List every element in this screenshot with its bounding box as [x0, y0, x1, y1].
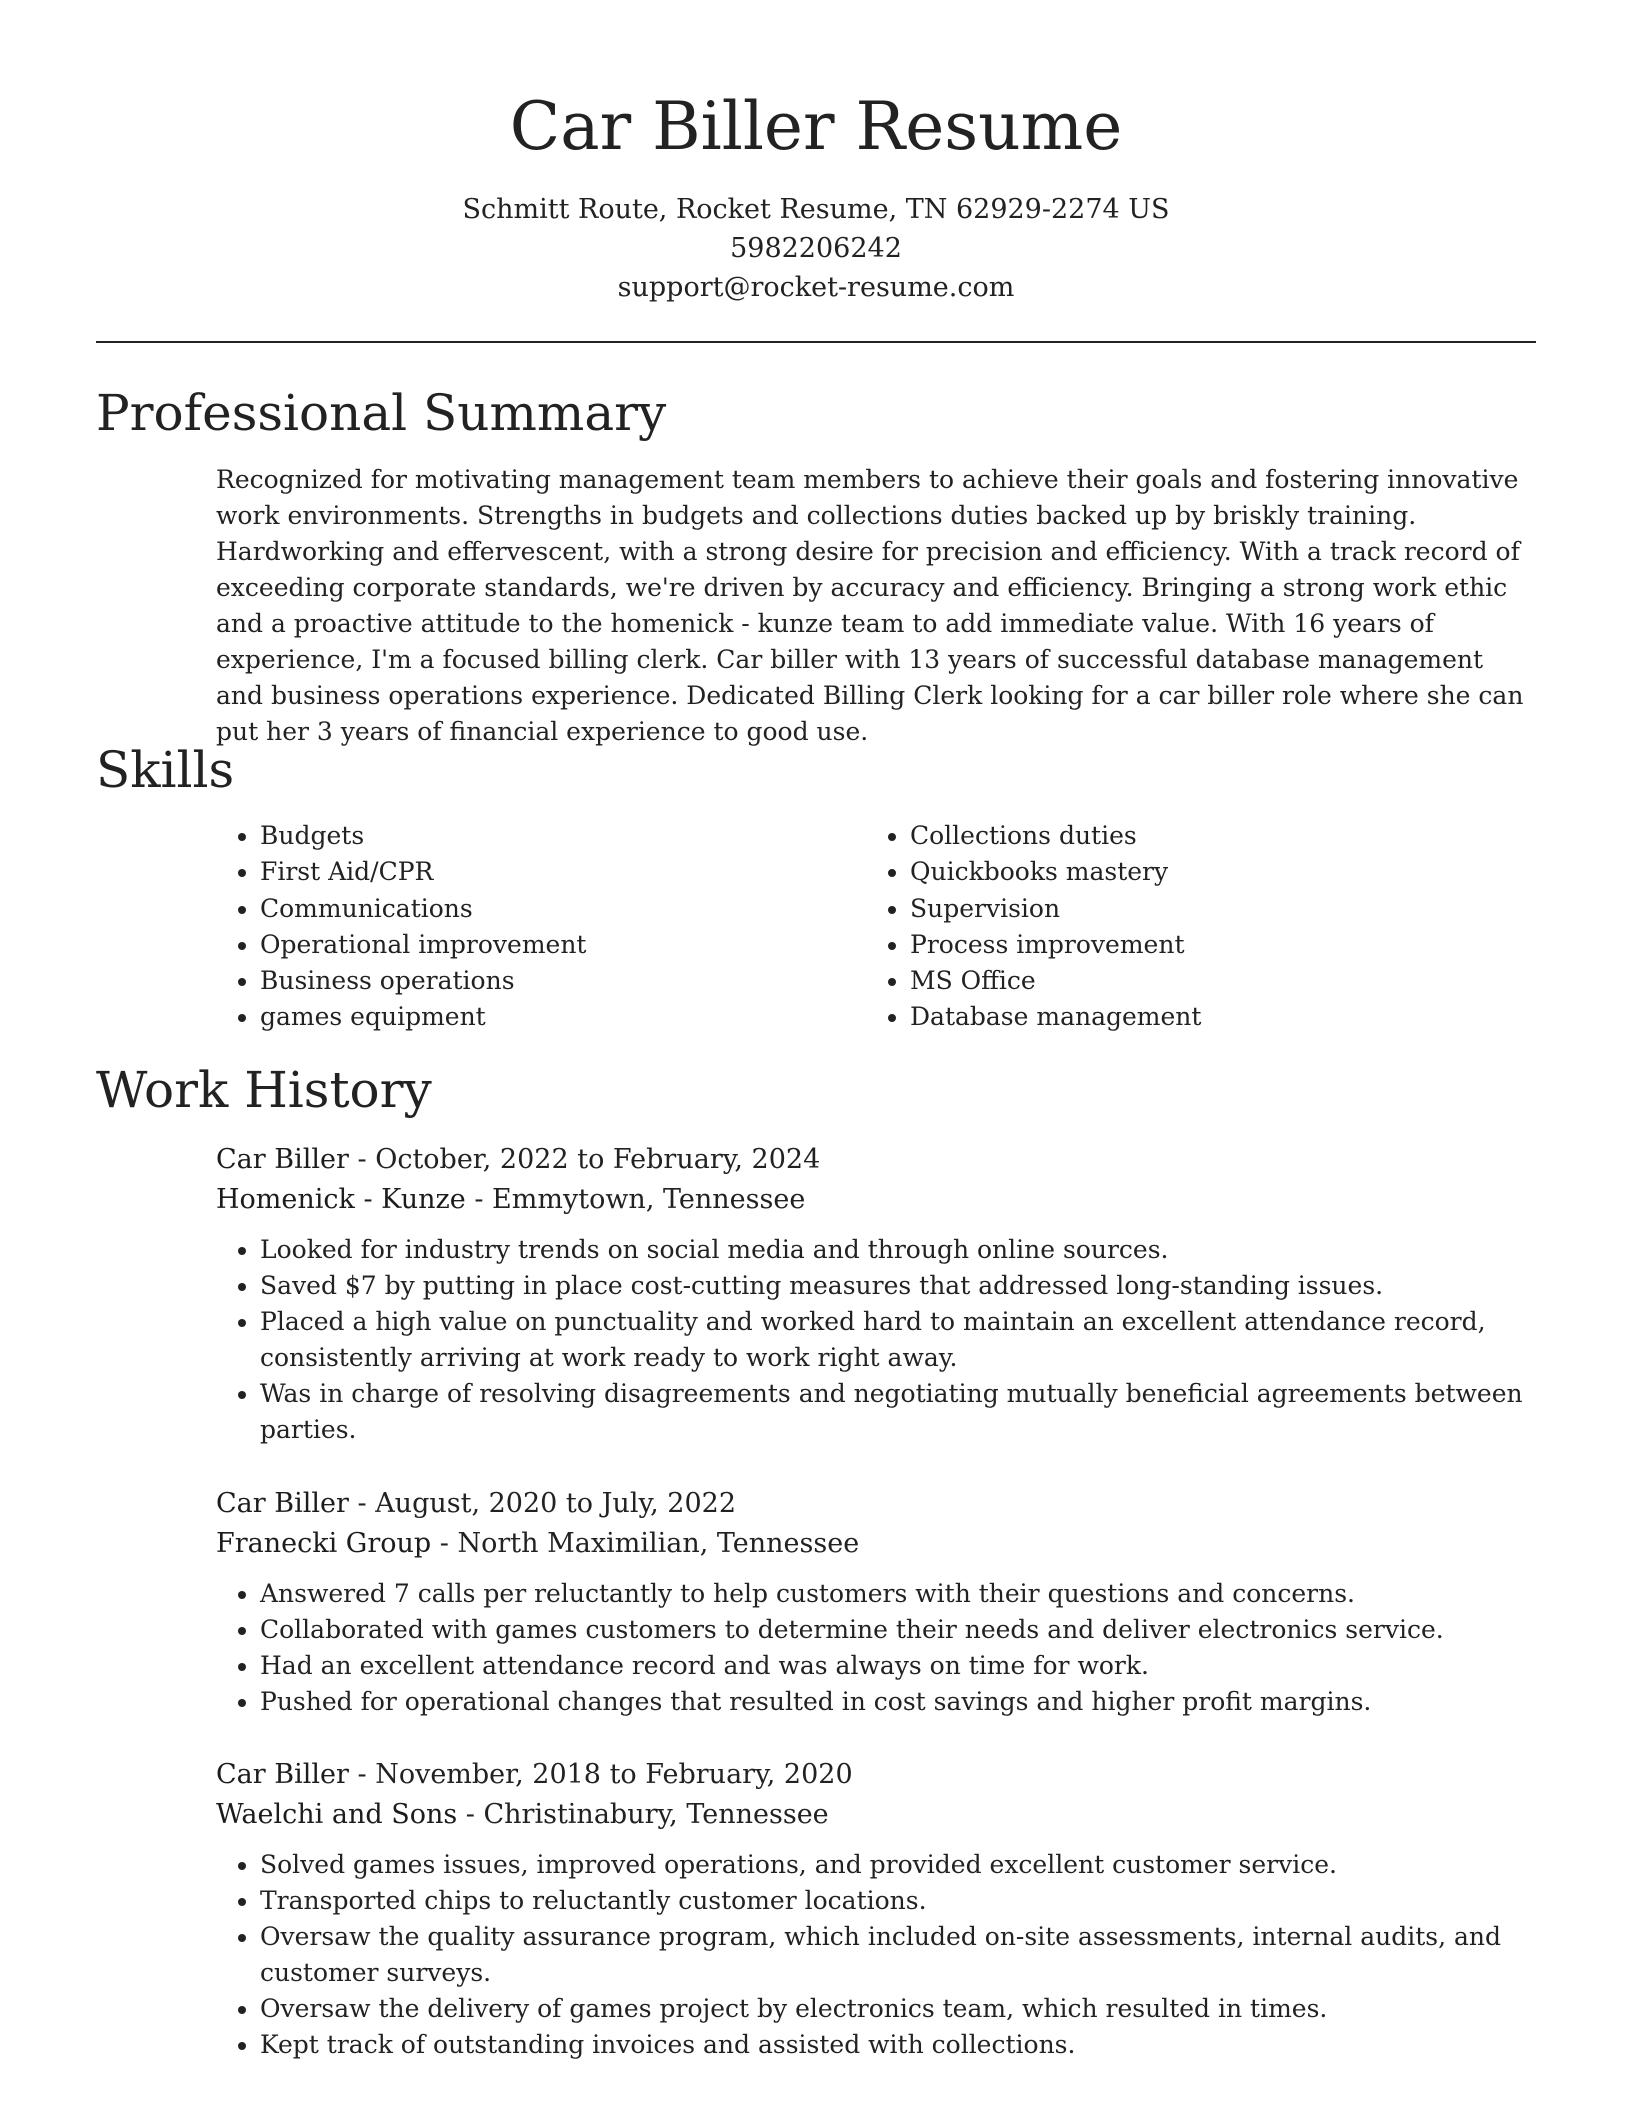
resume-title: Car Biller Resume [509, 88, 1123, 165]
address: Schmitt Route, Rocket Resume, TN 62929-2274 US [462, 194, 1170, 225]
company-name: Waelchi and Sons [216, 1799, 458, 1830]
job-bullet: • Looked for industry trends on social media and through online sources. [260, 1232, 1536, 1268]
job-company-line: Homenick - Kunze - Emmytown, Tennessee [216, 1184, 806, 1215]
job-entry [216, 1755, 1536, 2063]
job-bullet: • Placed a high value on punctuality and worked hard to maintain an excellent attendance record, consistently arriving at work ready to work right away. [260, 1304, 1536, 1376]
skill-item: • Budgets [260, 818, 866, 854]
skill-item: • Process improvement [910, 927, 1516, 963]
job-location: North Maximilian, Tennessee [457, 1528, 860, 1559]
email-address: support@rocket-resume.com [617, 272, 1015, 303]
job-title: Car Biller [216, 1759, 349, 1790]
skill-item: • Collections duties [910, 818, 1516, 854]
skill-item: • Supervision [910, 891, 1516, 927]
job-entry [216, 1484, 1536, 1720]
job-bullet: • Saved $7 by putting in place cost-cutting measures that addressed long-standing issues. [260, 1268, 1536, 1304]
job-bullet: • Oversaw the quality assurance program, which included on-site assessments, internal audits, and customer surveys. [260, 1919, 1536, 1991]
job-title-line: Car Biller - August, 2020 to July, 2022 [216, 1488, 736, 1519]
skill-item: • games equipment [260, 999, 866, 1035]
job-bullet: • Answered 7 calls per reluctantly to help customers with their questions and concerns. [260, 1576, 1536, 1612]
skill-item: • Communications [260, 891, 866, 927]
skill-item: • Quickbooks mastery [910, 854, 1516, 890]
job-location: Christinabury, Tennessee [483, 1799, 829, 1830]
skill-item: • Database management [910, 999, 1516, 1035]
job-bullet: • Kept track of outstanding invoices and assisted with collections. [260, 2027, 1536, 2063]
summary-text: Recognized for motivating management team members to achieve their goals and fostering innovative work environments. Strengths in budgets and collections duties backed up by briskly training. Hardworking and effervescent, with a strong desire for precision and efficiency. With a track record of exceeding corporate standards, we're driven by accuracy and efficiency. Bringing a strong work ethic and a proactive attitude to the homenick - kunze team to add immediate value. With 16 years of experience, I'm a focused billing clerk. Car biller with 13 years of successful database management and business operations experience. Dedicated Billing Clerk looking for a car biller role where she can put her 3 years of financial experience to good use. [216, 465, 1524, 746]
job-dates: November, 2018 to February, 2020 [375, 1759, 853, 1790]
skills-column-right [866, 818, 1516, 1038]
job-bullets [216, 1576, 1536, 1720]
phone-number: 5982206242 [730, 233, 902, 264]
job-title-line: Car Biller - October, 2022 to February, 2024 [216, 1144, 821, 1175]
job-bullet: • Oversaw the delivery of games project by electronics team, which resulted in times. [260, 1991, 1536, 2027]
skill-item: • First Aid/CPR [260, 854, 866, 890]
skill-item: • Operational improvement [260, 927, 866, 963]
contact-info [0, 190, 1632, 307]
job-dates: August, 2020 to July, 2022 [375, 1488, 736, 1519]
job-title-line: Car Biller - November, 2018 to February, 2020 [216, 1759, 853, 1790]
company-name: Franecki Group [216, 1528, 432, 1559]
job-title: Car Biller [216, 1144, 349, 1175]
job-location: Emmytown, Tennessee [492, 1184, 806, 1215]
company-name: Homenick - Kunze [216, 1184, 466, 1215]
job-bullet: • Solved games issues, improved operations, and provided excellent customer service. [260, 1847, 1536, 1883]
header-divider [96, 341, 1536, 343]
skills-list [216, 818, 1536, 1038]
section-title-work-history: Work History [96, 1061, 432, 1119]
section-title-skills: Skills [96, 741, 235, 799]
job-entry [216, 1140, 1536, 1448]
job-bullets [216, 1847, 1536, 2063]
skill-item: • Business operations [260, 963, 866, 999]
job-bullet: • Collaborated with games customers to determine their needs and deliver electronics service. [260, 1612, 1536, 1648]
job-company-line: Waelchi and Sons - Christinabury, Tennessee [216, 1799, 829, 1830]
job-company-line: Franecki Group - North Maximilian, Tennessee [216, 1528, 860, 1559]
job-bullet: • Transported chips to reluctantly customer locations. [260, 1883, 1536, 1919]
job-bullets [216, 1232, 1536, 1448]
job-title: Car Biller [216, 1488, 349, 1519]
job-dates: October, 2022 to February, 2024 [375, 1144, 821, 1175]
job-bullet: • Pushed for operational changes that resulted in cost savings and higher profit margins. [260, 1684, 1536, 1720]
job-bullet: • Was in charge of resolving disagreements and negotiating mutually beneficial agreements between parties. [260, 1376, 1536, 1448]
job-bullet: • Had an excellent attendance record and was always on time for work. [260, 1648, 1536, 1684]
skill-item: • MS Office [910, 963, 1516, 999]
skills-column-left [216, 818, 866, 1038]
section-title-summary: Professional Summary [96, 384, 667, 442]
